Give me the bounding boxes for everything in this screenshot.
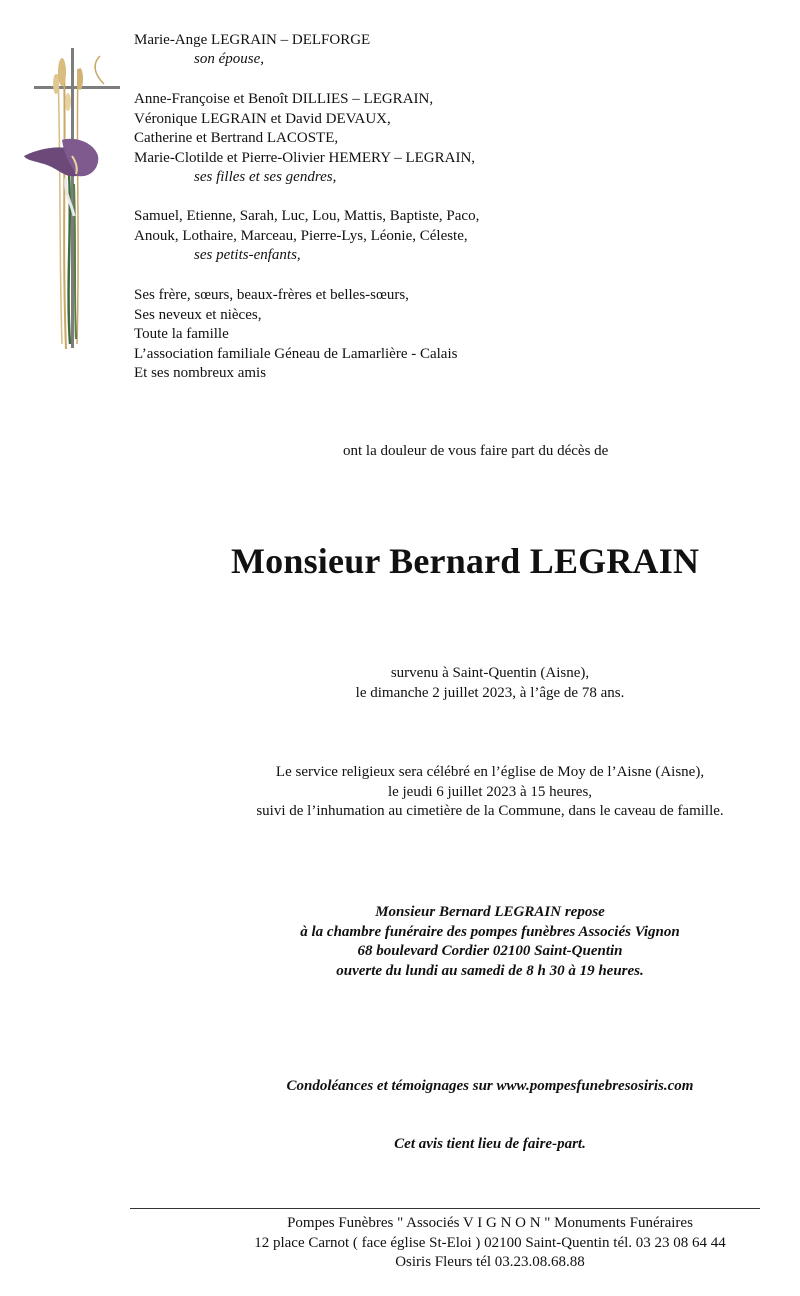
repose-line: Monsieur Bernard LEGRAIN repose (375, 904, 605, 920)
repose-line: ouverte du lundi au samedi de 8 h 30 à 19 heures. (336, 962, 644, 979)
service-line: le jeudi 6 juillet 2023 à 15 heures, (387, 783, 593, 800)
daughter-line: Marie-Clotilde et Pierre-Olivier HEMERY – LEGRAIN, (134, 149, 476, 166)
daughter-line: Catherine et Bertrand LACOSTE, (134, 130, 339, 146)
death-date: le dimanche 2 juillet 2023, à l’âge de 78 ans. (355, 684, 625, 701)
grandchildren-line: Samuel, Etienne, Sarah, Luc, Lou, Mattis, Baptiste, Paco, (134, 208, 480, 224)
other-relatives-line: Ses frère, sœurs, beaux-frères et belles-sœurs, (134, 287, 409, 303)
daughter-line: Anne-Françoise et Benoît DILLIES – LEGRAIN, (134, 91, 434, 107)
footer-line: Osiris Fleurs tél 03.23.08.68.88 (395, 1254, 585, 1270)
death-info (190, 664, 790, 703)
announcement-text: ont la douleur de vous faire part du décès de (343, 443, 609, 459)
spouse-name: Marie-Ange LEGRAIN – DELFORGE (134, 32, 371, 48)
footer-divider (130, 1208, 760, 1209)
repose-info (190, 903, 790, 981)
footer-line: 12 place Carnot ( face église St-Eloi ) 02100 Saint-Quentin tél. 03 23 08 64 44 (254, 1234, 726, 1251)
grandchildren-role: ses petits-enfants, (194, 247, 301, 263)
service-info (190, 763, 790, 822)
death-place: survenu à Saint-Quentin (Aisne), (390, 665, 590, 681)
service-line: Le service religieux sera célébré en l’église de Moy de l’Aisne (Aisne), (275, 764, 705, 780)
footer-line: Pompes Funèbres " Associés V I G N O N " Monuments Funéraires (287, 1215, 693, 1231)
daughters-role: ses filles et ses gendres, (194, 169, 337, 185)
repose-line: 68 boulevard Cordier 02100 Saint-Quentin (357, 943, 623, 959)
other-relatives-line: Et ses nombreux amis (134, 365, 267, 381)
spouse-role: son épouse, (194, 51, 264, 67)
grandchildren-line: Anouk, Lothaire, Marceau, Pierre-Lys, Léonie, Céleste, (134, 227, 468, 244)
other-relatives-line: Toute la famille (134, 326, 229, 342)
repose-line: à la chambre funéraire des pompes funèbres Associés Vignon (300, 923, 680, 940)
notice-text: Cet avis tient lieu de faire-part. (394, 1136, 586, 1152)
daughter-line: Véronique LEGRAIN et David DEVAUX, (134, 110, 391, 127)
cross-lily-wheat-icon (14, 44, 124, 354)
footer (190, 1214, 790, 1273)
service-line: suivi de l’inhumation au cimetière de la Commune, dans le caveau de famille. (256, 803, 724, 819)
deceased-name: Monsieur Bernard LEGRAIN (231, 541, 700, 581)
other-relatives-line: L’association familiale Géneau de Lamarlière - Calais (134, 345, 458, 362)
other-relatives-line: Ses neveux et nièces, (134, 306, 262, 323)
condolences-text: Condoléances et témoignages sur www.pompesfunebresosiris.com (286, 1078, 694, 1094)
